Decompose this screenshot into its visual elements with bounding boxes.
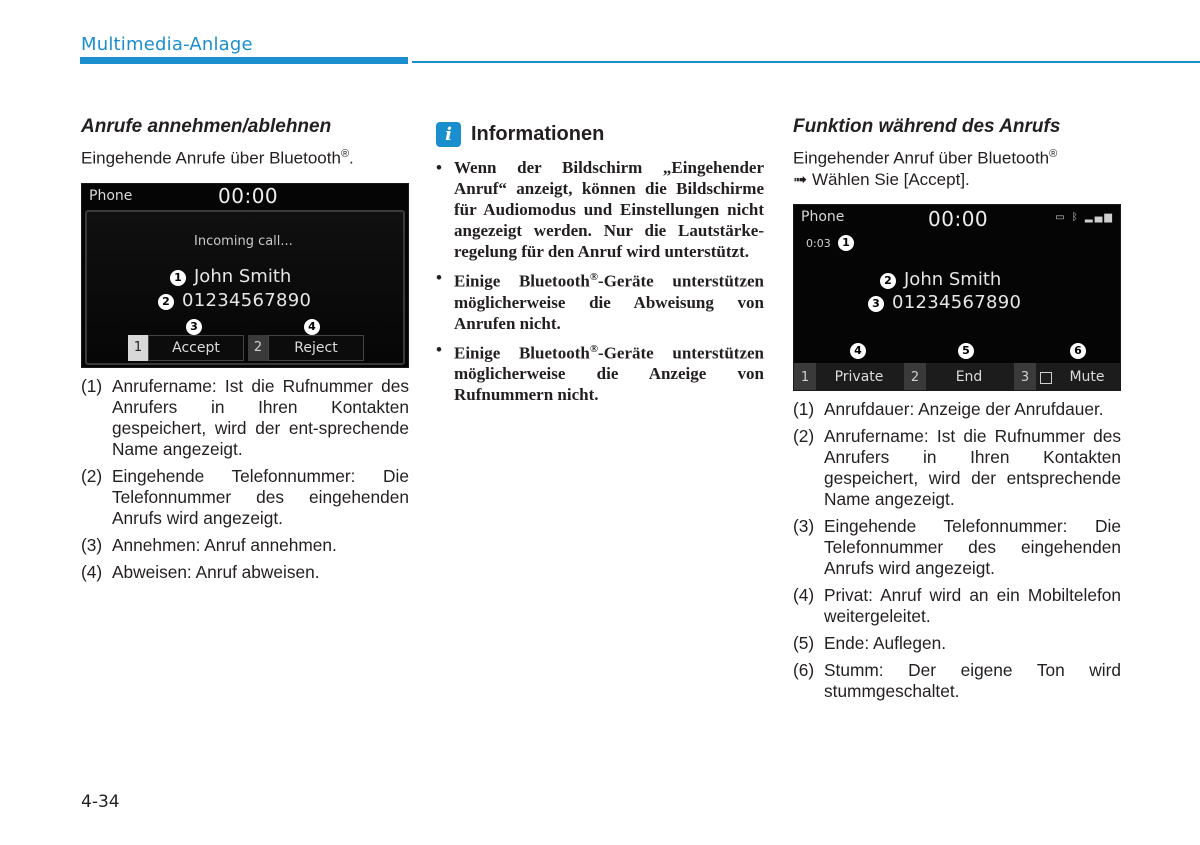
call-duration: 0:03 — [806, 236, 831, 250]
left-column — [81, 116, 409, 589]
right-legend-list — [793, 399, 1121, 702]
left-intro-text: Eingehende Anrufe über Bluetooth — [81, 148, 341, 168]
list-item: (4) Privat: Anruf wird an ein Mobiltelefon weitergeleitet. — [793, 584, 1121, 626]
right-intro-line2: ➟ Wählen Sie [Accept]. — [793, 169, 970, 189]
battery-icon: ▭ — [1055, 211, 1067, 223]
reject-button[interactable]: Reject — [268, 335, 364, 361]
info-box — [436, 122, 764, 410]
list-item: (4) Abweisen: Anruf abweisen. — [81, 561, 320, 582]
bluetooth-icon: ᛒ — [1071, 211, 1080, 223]
screen-time: 00:00 — [928, 206, 989, 231]
caller-name: John Smith — [904, 268, 1002, 290]
section-header-title: Multimedia-Anlage — [81, 34, 253, 55]
info-icon: i — [436, 122, 461, 147]
accept-button[interactable]: Accept — [148, 335, 244, 361]
callout-4: 4 — [850, 343, 866, 359]
incoming-call-text: Incoming call... — [194, 233, 293, 249]
mute-button[interactable]: Mute — [1069, 368, 1105, 385]
header-accent-bar — [80, 57, 408, 64]
private-key-number: 1 — [794, 363, 816, 391]
right-column — [793, 116, 1121, 708]
list-item: (2) Eingehende Telefonnummer: Die Telefonnummer des eingehenden Anrufs wird angezeigt. — [81, 465, 409, 528]
callout-6: 6 — [1070, 343, 1086, 359]
active-call-screen — [793, 204, 1121, 391]
list-item: (5) Ende: Auflegen. — [793, 632, 947, 653]
list-item: (3) Eingehende Telefonnummer: Die Telefonnummer des eingehenden Anrufs wird angezeigt. — [793, 515, 1121, 578]
right-intro-reg: ® — [1049, 148, 1058, 160]
callout-2: 2 — [158, 294, 174, 310]
list-item: (2) Anrufername: Ist die Rufnummer des Anrufers in Ihren Kontakten gespeichert, wird der entsprechende Name angezeigt. — [793, 425, 1121, 509]
left-section-title: Anrufe annehmen/ablehnen — [81, 116, 332, 137]
right-section-title: Funktion während des Anrufs — [793, 116, 1061, 137]
callout-1: 1 — [170, 270, 186, 286]
screen-label: Phone — [89, 187, 133, 204]
status-icons — [1055, 212, 1114, 223]
callout-2: 2 — [880, 273, 896, 289]
left-intro-end: . — [349, 148, 354, 168]
right-intro — [793, 144, 1121, 190]
end-button[interactable]: End — [955, 368, 983, 385]
caller-name: John Smith — [194, 265, 292, 287]
info-bullet: • Einige Bluetooth®-Geräte unterstützen möglicherweise die Abweisung von Anrufen nicht. — [436, 267, 764, 334]
info-bullets — [436, 157, 764, 405]
accept-key-number: 1 — [128, 335, 148, 361]
mute-key-number: 3 — [1014, 363, 1036, 391]
info-title: Informationen — [471, 123, 605, 145]
info-bullet: • Einige Bluetooth®-Geräte unterstützen möglicherweise die Anzeige von Rufnummern nicht. — [436, 339, 764, 406]
left-intro-reg: ® — [340, 148, 350, 160]
callout-1: 1 — [838, 235, 854, 251]
incoming-call-screen — [81, 183, 409, 368]
callout-4: 4 — [304, 319, 320, 335]
reject-key-number: 2 — [248, 335, 268, 361]
callout-5: 5 — [958, 343, 974, 359]
signal-icon: ▂▄▆ — [1084, 211, 1114, 223]
info-bullet: • Wenn der Bildschirm „Eingehender Anruf“ anzeigt, können die Bildschirme für Audiomodus und Einstellungen nicht angezeigt werden. Nur die Lautstärke-regelung für den Anruf wird unterstützt. — [436, 157, 764, 262]
mute-checkbox[interactable] — [1040, 372, 1052, 384]
info-header — [436, 122, 764, 147]
end-key-number: 2 — [904, 363, 926, 391]
screen-time: 00:00 — [218, 183, 279, 208]
call-action-bar — [794, 363, 1121, 391]
left-intro — [81, 144, 409, 169]
list-item: (1) Anrufdauer: Anzeige der Anrufdauer. — [793, 398, 1104, 419]
callout-3: 3 — [186, 319, 202, 335]
caller-number: 01234567890 — [182, 289, 312, 311]
right-intro-line1: Eingehender Anruf über Bluetooth — [793, 148, 1050, 168]
screen-label: Phone — [801, 208, 845, 225]
page-number: 4-34 — [81, 792, 120, 812]
list-item: (3) Annehmen: Anruf annehmen. — [81, 534, 337, 555]
private-button[interactable]: Private — [834, 368, 884, 385]
callout-3: 3 — [868, 296, 884, 312]
left-legend-list — [81, 376, 409, 583]
caller-number: 01234567890 — [892, 291, 1022, 313]
header-rule — [412, 61, 1200, 63]
list-item: (6) Stumm: Der eigene Ton wird stummgeschaltet. — [793, 659, 1121, 701]
list-item: (1) Anrufername: Ist die Rufnummer des Anrufers in Ihren Kontakten gespeichert, wird der ent-sprechende Name angezeigt. — [81, 375, 409, 459]
